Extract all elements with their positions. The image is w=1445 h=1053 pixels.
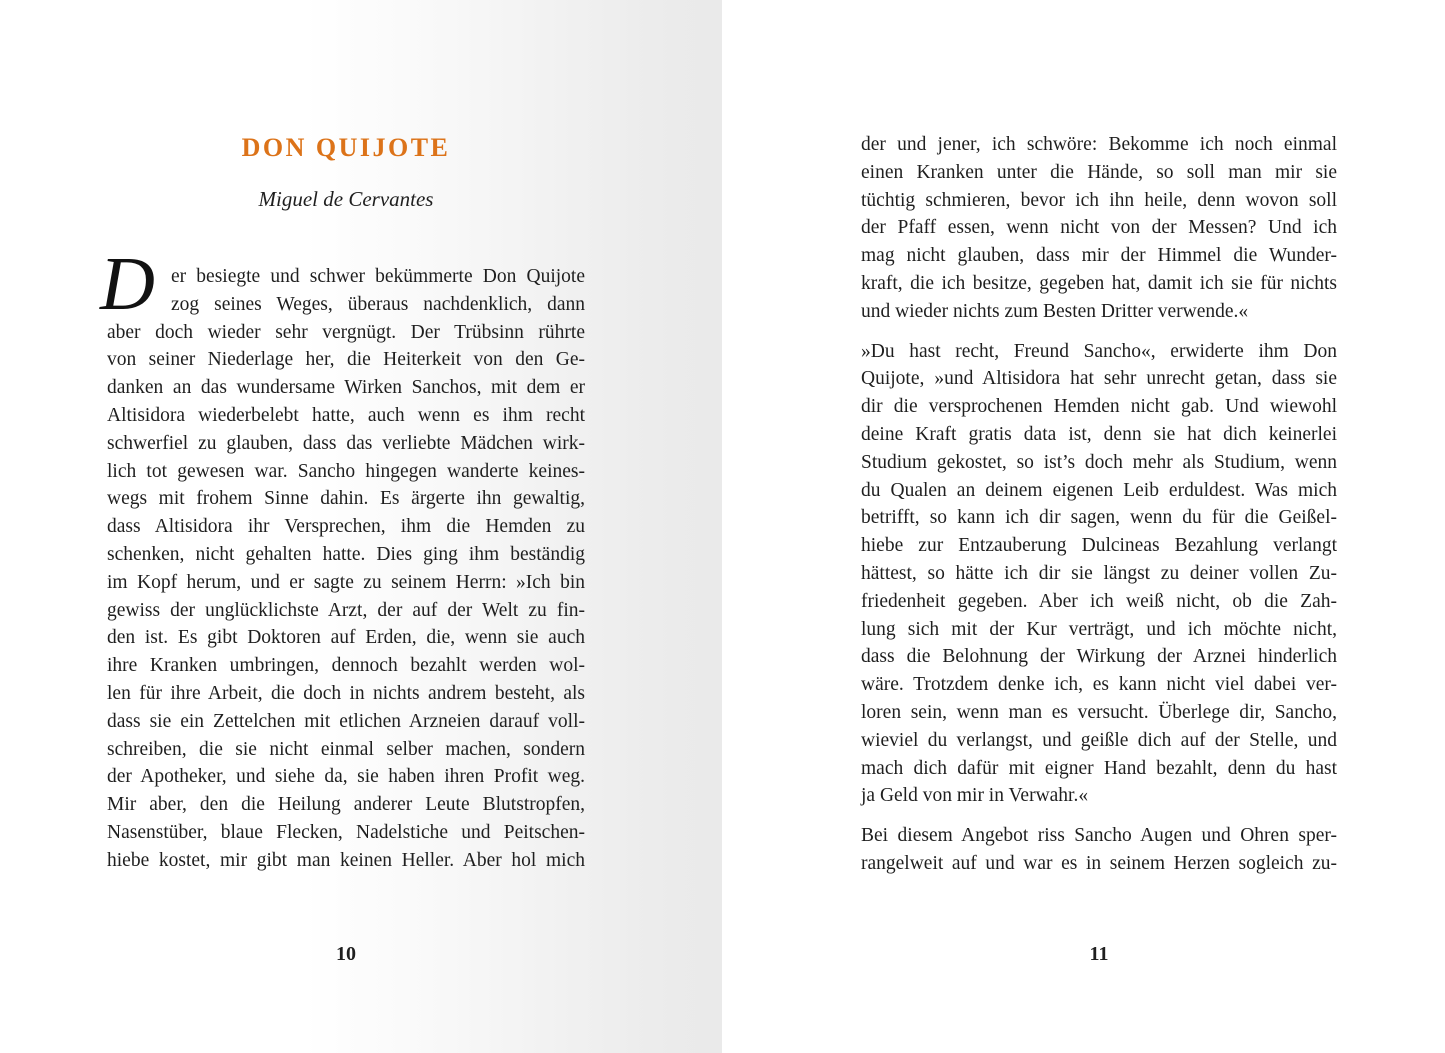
text-line: Nasenstüber, blaue Flecken, Nadelstiche und Peitschen- [107, 821, 585, 843]
text-line: der und jener, ich schwöre: Bekomme ich noch einmal [861, 134, 1337, 155]
text-line: len für ihre Arbeit, die doch in nichts andrem besteht, als [107, 682, 585, 704]
text-line: Mir aber, den die Heilung anderer Leute Blutstropfen, [107, 794, 585, 816]
text-line: Bei diesem Angebot riss Sancho Augen und Ohren sper- [861, 825, 1337, 847]
chapter-title: DON QUIJOTE [241, 133, 451, 162]
text-line: schenken, nicht gehalten hatte. Dies ging ihm beständig [107, 543, 585, 565]
text-line: loren sein, wenn man es versucht. Überlege dir, Sancho, [861, 701, 1337, 723]
text-line: hättest, so hätte ich dir sie längst zu deiner vollen Zu- [861, 562, 1337, 584]
text-line: hiebe zur Entzauberung Dulcineas Bezahlung verlangt [861, 535, 1337, 557]
text-line: dass die Belohnung der Wirkung der Arznei hinderlich [861, 646, 1337, 668]
left-page-column [100, 0, 585, 1053]
text-line: dass Altisidora ihr Versprechen, ihm die Hemden zu [107, 516, 585, 538]
text-line: dass sie ein Zettelchen mit etlichen Arzneien darauf voll- [107, 710, 585, 732]
text-line: zog seines Weges, überaus nachdenklich, dann [171, 293, 585, 315]
text-line: Studium gekostet, so ist’s doch mehr als Studium, wenn [861, 451, 1337, 473]
paragraph [861, 822, 1337, 878]
left-page-body-text [100, 242, 585, 875]
author-name: Miguel de Cervantes [258, 187, 434, 211]
text-line: schwerfiel zu glauben, dass das verliebte Mädchen wirk- [107, 432, 585, 454]
text-line: im Kopf herum, und er sagte zu seinem Herrn: »Ich bin [107, 571, 585, 593]
page-number-right: 11 [1089, 943, 1109, 965]
text-line: lung sich mit der Kur verträgt, und ich möchte nicht, [861, 618, 1337, 640]
text-line: deine Kraft gratis data ist, denn sie hat dich keinerlei [861, 423, 1337, 445]
text-line: aber doch wieder sehr vergnügt. Der Trübsinn rührte [107, 321, 585, 343]
text-line: und wieder nichts zum Besten Dritter verwende.« [861, 300, 1249, 322]
text-line: Altisidora wiederbelebt hatte, auch wenn es ihm recht [107, 404, 585, 426]
text-line: kraft, die ich besitze, gegeben hat, damit ich sie für nichts [861, 272, 1337, 294]
text-line: der Apotheker, und siehe da, sie haben ihren Profit weg. [107, 766, 585, 788]
text-line: hiebe kostet, mir gibt man keinen Heller. Aber hol mich [107, 849, 585, 871]
text-line: wäre. Trotzdem denke ich, es kann nicht viel dabei ver- [861, 674, 1337, 696]
text-line: ja Geld von mir in Verwahr.« [861, 785, 1089, 807]
text-line: von seiner Niederlage her, die Heiterkeit von den Ge- [107, 349, 585, 371]
paragraph [861, 131, 1337, 326]
text-line: lich tot gewesen war. Sancho hingegen wanderte keines- [107, 460, 585, 482]
paragraph [861, 338, 1337, 811]
text-line: rangelweit auf und war es in seinem Herzen sogleich zu- [861, 852, 1337, 874]
text-line: er besiegte und schwer bekümmerte Don Quijote [171, 266, 585, 287]
drop-cap: D [100, 242, 155, 326]
text-line: betrifft, so kann ich dir sagen, wenn du für die Geißel- [861, 507, 1337, 529]
text-line: einen Kranken unter die Hände, so soll man mir sie [861, 161, 1337, 183]
text-line: schreiben, die sie nicht einmal selber machen, sondern [107, 738, 585, 760]
text-line: dir die versprochenen Hemden nicht gab. Und wiewohl [861, 396, 1337, 418]
text-line: friedenheit gegeben. Aber ich weiß nicht, ob die Zah- [861, 590, 1337, 612]
right-page [722, 0, 1445, 1053]
text-line: wegs mit frohem Sinne dahin. Es ärgerte ihn gewaltig, [107, 488, 585, 510]
text-line: gewiss der unglücklichste Arzt, der auf der Welt zu fin- [107, 599, 585, 621]
text-line: mach dich dafür mit eigner Hand bezahlt, denn du hast [861, 757, 1337, 779]
text-line: tüchtig schmieren, bevor ich ihn heile, denn wovon soll [861, 189, 1337, 211]
text-line: wieviel du verlangst, und geißle dich auf der Stelle, und [861, 729, 1337, 751]
text-line: mag nicht glauben, dass mir der Himmel die Wunder- [861, 245, 1337, 267]
right-page-body-text [861, 131, 1337, 878]
text-line: den ist. Es gibt Doktoren auf Erden, die, wenn sie auch [107, 627, 585, 649]
text-line: Quijote, »und Altisidora hat sehr unrecht getan, dass sie [861, 368, 1337, 390]
left-page [0, 0, 722, 1053]
right-page-column [861, 0, 1337, 1053]
text-line: du Qualen an deinem eigenen Leib erduldest. Was mich [861, 479, 1337, 501]
text-line: der Pfaff essen, wenn nicht von der Messen? Und ich [861, 217, 1337, 239]
text-line: danken an das wundersame Wirken Sanchos, mit dem er [107, 377, 585, 399]
text-line: »Du hast recht, Freund Sancho«, erwiderte ihm Don [861, 340, 1337, 362]
page-number-left: 10 [336, 943, 356, 965]
text-line: ihre Kranken umbringen, dennoch bezahlt werden wol- [107, 655, 585, 677]
